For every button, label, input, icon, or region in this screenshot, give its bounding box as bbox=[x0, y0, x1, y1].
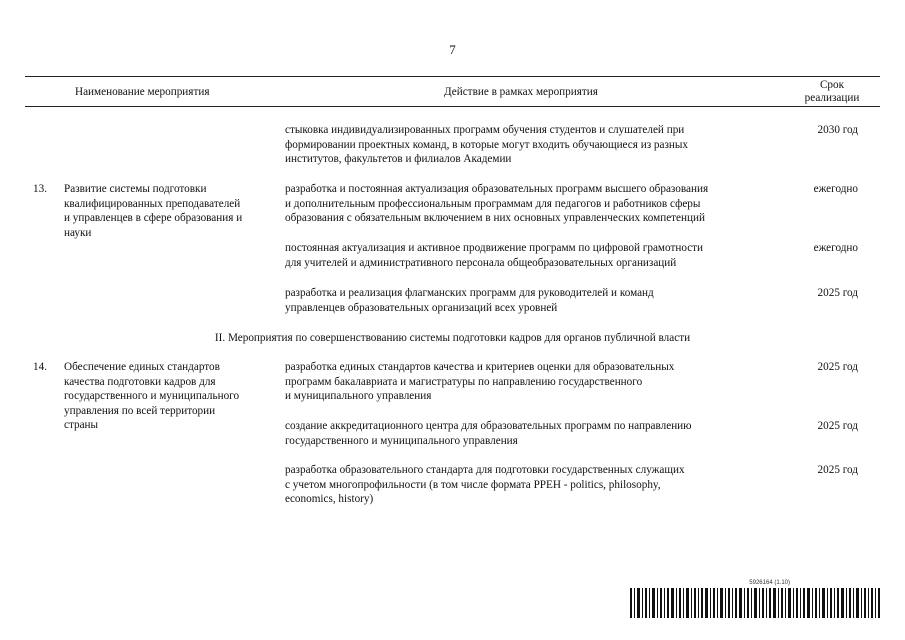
row-13-action-1 bbox=[285, 182, 708, 226]
row-14-action-3 bbox=[285, 463, 685, 507]
action-line: разработка образовательного стандарта для подготовки государственных служащих bbox=[285, 464, 685, 476]
row-14-term-1: 2025 год bbox=[817, 361, 858, 373]
action-line: и дополнительным профессиональным программам для педагогов и работников сферы bbox=[285, 197, 701, 210]
name-line: квалифицированных преподавателей bbox=[64, 197, 241, 210]
action-line: образования с обязательным включением в них основных управленческих компетенций bbox=[285, 212, 705, 225]
row-14-number: 14. bbox=[33, 361, 47, 373]
barcode-code: 5926164 (1.10) bbox=[749, 580, 790, 586]
action-line: формировании проектных команд, в которые могут входить обучающиеся из разных bbox=[285, 138, 688, 151]
action-line: разработка единых стандартов качества и критериев оценки для образовательных bbox=[285, 361, 675, 373]
name-line: Развитие системы подготовки bbox=[64, 183, 207, 195]
page-number: 7 bbox=[449, 42, 456, 57]
name-line: управления по всей территории bbox=[64, 404, 216, 417]
row-13-action-2 bbox=[285, 241, 703, 270]
header-term-line: реализации bbox=[804, 92, 860, 104]
row-cont-action bbox=[285, 123, 688, 167]
section-heading: II. Мероприятия по совершенствованию системы подготовки кадров для органов публичной власти bbox=[214, 332, 691, 344]
row-cont-term: 2030 год bbox=[817, 124, 858, 136]
row-14-name bbox=[64, 360, 239, 433]
action-line: с учетом многопрофильности (в том числе формата PPEH - politics, philosophy, bbox=[285, 478, 661, 491]
row-13-term-3: 2025 год bbox=[817, 287, 858, 299]
action-line: программ бакалавриата и магистратуры по направлению государственного bbox=[285, 375, 643, 388]
row-14-term-2: 2025 год bbox=[817, 420, 858, 432]
action-line: постоянная актуализация и активное продвижение программ по цифровой грамотности bbox=[285, 242, 704, 254]
row-13-term-1: ежегодно bbox=[813, 183, 858, 195]
row-13-term-2: ежегодно bbox=[813, 242, 858, 254]
barcode-icon bbox=[630, 588, 880, 618]
row-13-number: 13. bbox=[33, 183, 47, 195]
action-line: государственного и муниципального управления bbox=[285, 434, 518, 447]
row-14-term-3: 2025 год bbox=[817, 464, 858, 476]
action-line: разработка и реализация флагманских программ для руководителей и команд bbox=[285, 287, 654, 299]
header-term-line: Срок bbox=[819, 79, 845, 91]
action-line: разработка и постоянная актуализация образовательных программ высшего образования bbox=[285, 183, 709, 195]
action-line: economics, history) bbox=[285, 493, 374, 506]
action-line: институтов, факультетов и филиалов Академии bbox=[285, 153, 512, 166]
row-13-name bbox=[64, 182, 242, 240]
barcode-block bbox=[630, 580, 880, 620]
table-header-rule bbox=[25, 106, 880, 107]
row-14-action-1 bbox=[285, 360, 674, 404]
action-line: и муниципального управления bbox=[285, 390, 432, 403]
action-line: создание аккредитационного центра для образовательных программ по направлению bbox=[285, 420, 692, 432]
header-name: Наименование мероприятия bbox=[75, 86, 210, 98]
name-line: Обеспечение единых стандартов bbox=[64, 361, 220, 373]
header-term bbox=[792, 79, 872, 105]
action-line: для учителей и административного персонала общеобразовательных организаций bbox=[285, 256, 677, 269]
name-line: науки bbox=[64, 226, 92, 239]
header-action: Действие в рамках мероприятия bbox=[444, 86, 598, 98]
action-line: стыковка индивидуализированных программ обучения студентов и слушателей при bbox=[285, 124, 685, 136]
row-14-action-2 bbox=[285, 419, 692, 448]
row-13-action-3 bbox=[285, 286, 654, 315]
name-line: и управленцев в сфере образования и bbox=[64, 212, 243, 225]
name-line: качества подготовки кадров для bbox=[64, 375, 216, 388]
table-top-rule bbox=[25, 76, 880, 77]
name-line: государственного и муниципального bbox=[64, 390, 240, 403]
action-line: управленцев образовательных организаций всех уровней bbox=[285, 301, 558, 314]
name-line: страны bbox=[64, 419, 99, 432]
